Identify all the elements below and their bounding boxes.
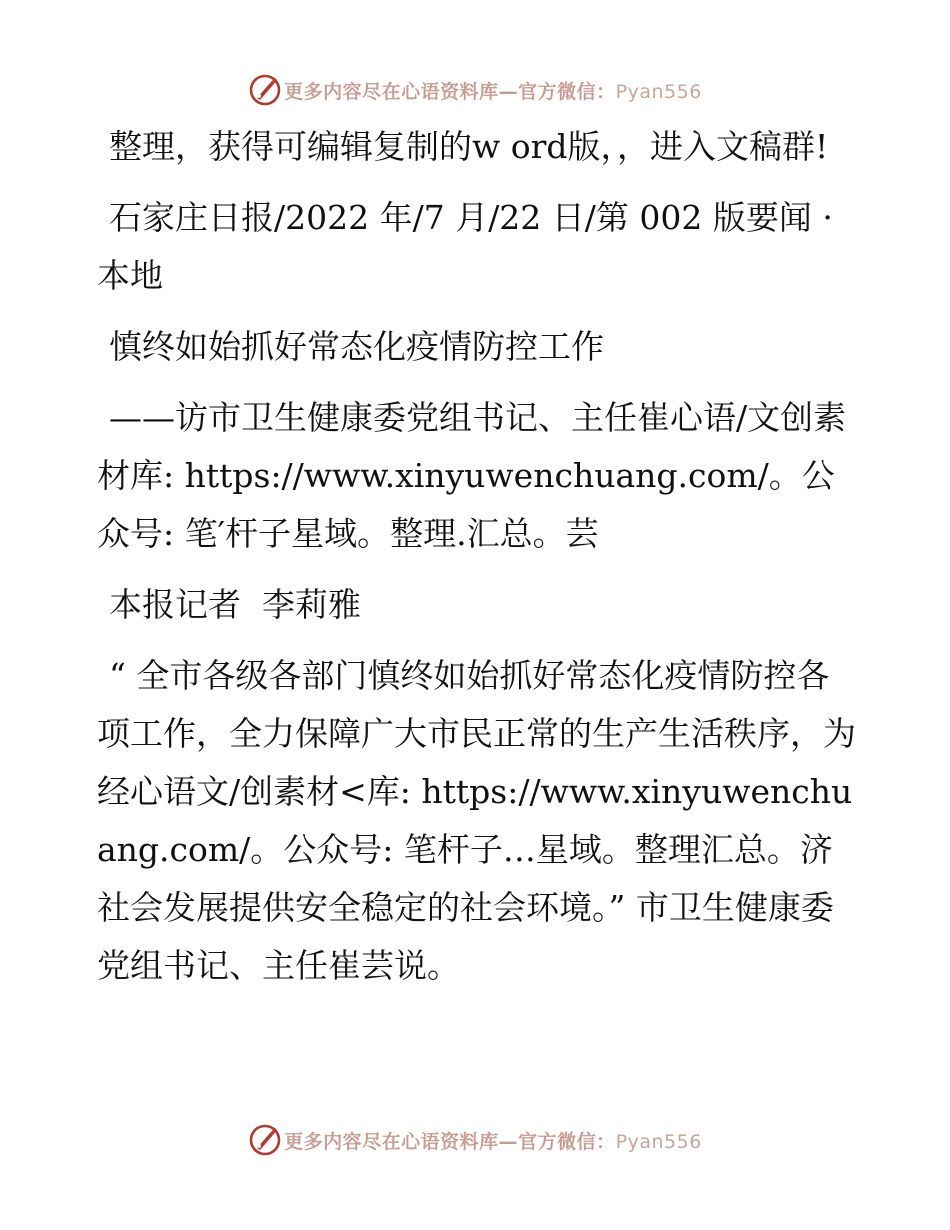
watermark-text: 更多内容尽在心语资料库—官方微信：Pyan556 xyxy=(284,1130,702,1153)
quill-pen-icon xyxy=(248,1123,282,1157)
document-body xyxy=(97,118,857,1008)
header-watermark-banner xyxy=(0,70,950,110)
article-subtitle: ——访市卫生健康委党组书记、主任崔心语/文创素材库: https://www.xinyuwenchuang.com/。公众号: 笔′杆子星域。整理.汇总。芸 xyxy=(97,398,847,553)
intro-paragraph: 整理，获得可编辑复制的w ord版，，进入文稿群! xyxy=(109,127,829,166)
quill-pen-icon xyxy=(248,73,282,107)
footer-watermark-banner xyxy=(0,1120,950,1160)
article-title: 慎终如始抓好常态化疫情防控工作 xyxy=(109,327,604,366)
watermark-text: 更多内容尽在心语资料库—官方微信：Pyan556 xyxy=(284,80,702,103)
dateline: 石家庄日报/2022 年/7 月/22 日/第 002 版要闻 · 本地 xyxy=(97,198,844,295)
byline: 本报记者 李莉雅 xyxy=(109,585,361,624)
body-paragraph: “ 全市各级各部门慎终如始抓好常态化疫情防控各项工作，全力保障广大市民正常的生产生活秩序，为经心语文/创素材<库: https://www.xinyuwenchuang.com/。公众号: 笔杆子…星域。整理汇总。济社会发展提供安全稳定的社会环境。” 市卫生健康委党组书记、主任崔芸说。 xyxy=(97,656,856,985)
